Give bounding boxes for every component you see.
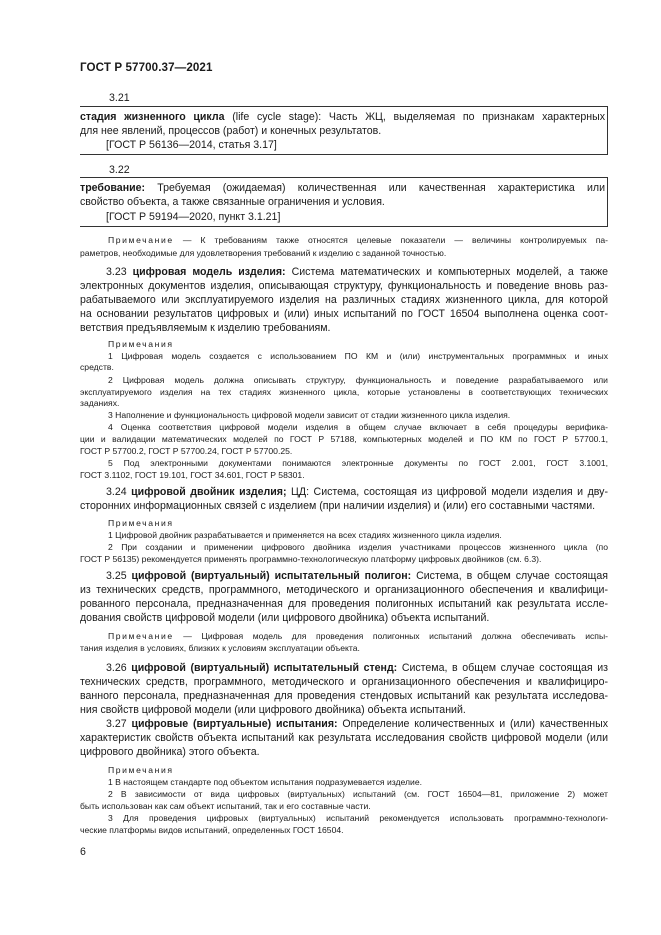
notes-heading: Примечания bbox=[108, 339, 174, 349]
term-paragraph-line: 3.26 цифровой (виртуальный) испытательный стенд: Система, в общем случае состоящая из bbox=[106, 662, 608, 674]
term-name: цифровые (виртуальные) испытания: bbox=[131, 718, 338, 730]
term-paragraph-line: из технических средств, программного, методического и организационного обеспечения и квалифици- bbox=[80, 584, 608, 596]
notes-heading: Примечания bbox=[108, 765, 174, 775]
note-line: тания изделия в условиях, близких к условиям эксплуатации объекта. bbox=[80, 643, 360, 653]
term-paragraph-line: сторонних информационных связей с изделием (при наличии изделия) и (или) его составными частями. bbox=[80, 500, 596, 512]
term-paragraph-line: ния свойств цифровой модели (или цифрового двойника) объекта испытаний. bbox=[80, 704, 466, 716]
note-line: 5 Под электронными документами понимаются электронные документы по ГОСТ 2.001, ГОСТ 3.1001, bbox=[108, 458, 608, 468]
term-definition-line: свойство объекта, а также связанные ограничения и условия. bbox=[80, 196, 385, 208]
term-name: требование: bbox=[80, 182, 146, 194]
term-name: цифровой (виртуальный) испытательный полигон: bbox=[131, 570, 412, 582]
note-line: Примечание — Цифровая модель для проведения полигонных испытаний должна обеспечивать испы- bbox=[108, 631, 608, 641]
note-line: Примечание — К требованиям также относятся целевые показатели — величины контролируемых па- bbox=[108, 235, 608, 245]
note-line: раметров, необходимые для удовлетворения требований к изделию с заданной точностью. bbox=[80, 248, 447, 258]
note-line: 1 В настоящем стандарте под объектом испытания подразумевается изделие. bbox=[108, 777, 423, 787]
note-line: средств. bbox=[80, 362, 114, 372]
term-name: стадия жизненного цикла bbox=[80, 111, 225, 123]
term-paragraph-line: на основании результатов цифровых и (или) иных испытаний по ГОСТ 16504 выполнена оценка соот- bbox=[80, 308, 608, 320]
page-header: ГОСТ Р 57700.37—2021 bbox=[80, 61, 213, 74]
term-box-3-21 bbox=[80, 106, 608, 155]
term-definition-line: для нее явлений, процессов (работ) и конечных результатов. bbox=[80, 125, 382, 137]
note-line: 2 В зависимости от вида цифровых (виртуальных) испытаний (см. ГОСТ 16504—81, приложение 2) может bbox=[108, 789, 608, 799]
notes-heading: Примечания bbox=[108, 518, 174, 528]
note-line: ГОСТ 3.1102, ГОСТ 19.101, ГОСТ 34.601, ГОСТ Р 58301. bbox=[80, 470, 305, 480]
term-name: цифровая модель изделия: bbox=[132, 266, 286, 278]
note-line: быть использован как сам объект испытаний, так и его составные части. bbox=[80, 801, 371, 811]
term-box-3-22 bbox=[80, 177, 608, 227]
note-line: ГОСТ Р 57700.2, ГОСТ Р 57700.24, ГОСТ Р 57700.25. bbox=[80, 446, 293, 456]
note-line: 2 При создании и применении цифрового двойника изделия участниками процессов жизненного цикла (по bbox=[108, 542, 608, 552]
term-paragraph-line: цифрового двойника) этого объекта. bbox=[80, 746, 260, 758]
note-line: 1 Цифровой двойник разрабатывается и применяется на всех стадиях жизненного цикла изделия. bbox=[108, 530, 502, 540]
note-label: Примечание bbox=[108, 235, 174, 245]
term-paragraph-line: характеристик свойств объекта испытаний как результата исследования свойств цифровой модели (или bbox=[80, 732, 608, 744]
term-paragraph-line: 3.25 цифровой (виртуальный) испытательный полигон: Система, в общем случае состоящая bbox=[106, 570, 609, 582]
note-line: заданиях. bbox=[80, 398, 120, 408]
note-line: 2 Цифровая модель должна описывать структуру, функциональность и поведение разрабатываемого или bbox=[108, 375, 608, 385]
term-name: цифровой (виртуальный) испытательный стенд: bbox=[131, 662, 398, 674]
term-source-ref: [ГОСТ Р 59194—2020, пункт 3.1.21] bbox=[106, 211, 281, 223]
term-paragraph-line: 3.24 цифровой двойник изделия; ЦД: Система, состоящая из цифровой модели изделия и дву- bbox=[106, 486, 609, 498]
term-paragraph-line: рабатываемого или эксплуатируемого изделия на различных стадиях жизненного цикла, для которой bbox=[80, 294, 608, 306]
term-paragraph-line: 3.23 цифровая модель изделия: Система математических и компьютерных моделей, а также bbox=[106, 266, 608, 278]
note-line: ции и валидации математических моделей по ГОСТ Р 57188, компьютерных моделей и ПО КМ по ГОСТ Р 57700.1, bbox=[80, 434, 608, 444]
term-paragraph-line: дования свойств цифровой модели (или цифрового двойника) объекта испытаний. bbox=[80, 612, 490, 624]
term-paragraph-line: ветствия предъявляемым к изделию требованиям. bbox=[80, 322, 331, 334]
note-label: Примечание bbox=[108, 631, 174, 641]
page-number: 6 bbox=[80, 846, 86, 858]
note-line: 1 Цифровая модель создается с использованием ПО КМ и (или) инструментальных программных и иных bbox=[108, 351, 608, 361]
term-number: 3.22 bbox=[109, 164, 130, 176]
term-paragraph-line: электронных документов изделия, описывающая структуру, функциональность и поведение вновь раз- bbox=[80, 280, 608, 292]
term-definition-line: требование: Требуемая (ожидаемая) количественная или качественная характеристика или bbox=[80, 182, 605, 194]
term-paragraph-line: рованного персонала, предназначенная для проведения полигонных испытаний как результата иссле- bbox=[80, 598, 608, 610]
note-line: 3 Для проведения цифровых (виртуальных) испытаний рекомендуется использовать программно-технологи- bbox=[108, 813, 608, 823]
term-source-ref: [ГОСТ Р 56136—2014, статья 3.17] bbox=[106, 139, 277, 151]
term-name: цифровой двойник изделия; bbox=[131, 486, 287, 498]
note-line: 3 Наполнение и функциональность цифровой модели зависит от стадии жизненного цикла изделия. bbox=[108, 410, 511, 420]
note-line: 4 Оценка соответствия цифровой модели изделия в общем случае включает в себя процедуры верифика- bbox=[108, 422, 608, 432]
note-line: эксплуатируемого изделия на тех стадиях жизненного цикла, которые установлены в соответствующих технических bbox=[80, 387, 608, 397]
note-line: ческие платформы видов испытаний, определенных ГОСТ 16504. bbox=[80, 825, 344, 835]
term-number: 3.21 bbox=[109, 92, 130, 104]
note-line: ГОСТ Р 56135) рекомендуется применять программно-технологическую платформу цифровых двойников (см. 6.3). bbox=[80, 554, 542, 564]
term-paragraph-line: 3.27 цифровые (виртуальные) испытания: Определение количественных и (или) качественных bbox=[106, 718, 609, 730]
term-paragraph-line: ванного персонала, предназначенная для проведения стендовых испытаний как результата исследова- bbox=[80, 690, 608, 702]
term-paragraph-line: технических средств, программного, методического и организационного обеспечения и квалифициро- bbox=[80, 676, 608, 688]
term-definition-line: стадия жизненного цикла (life cycle stage): Часть ЖЦ, выделяемая по признакам характерных bbox=[80, 111, 605, 123]
